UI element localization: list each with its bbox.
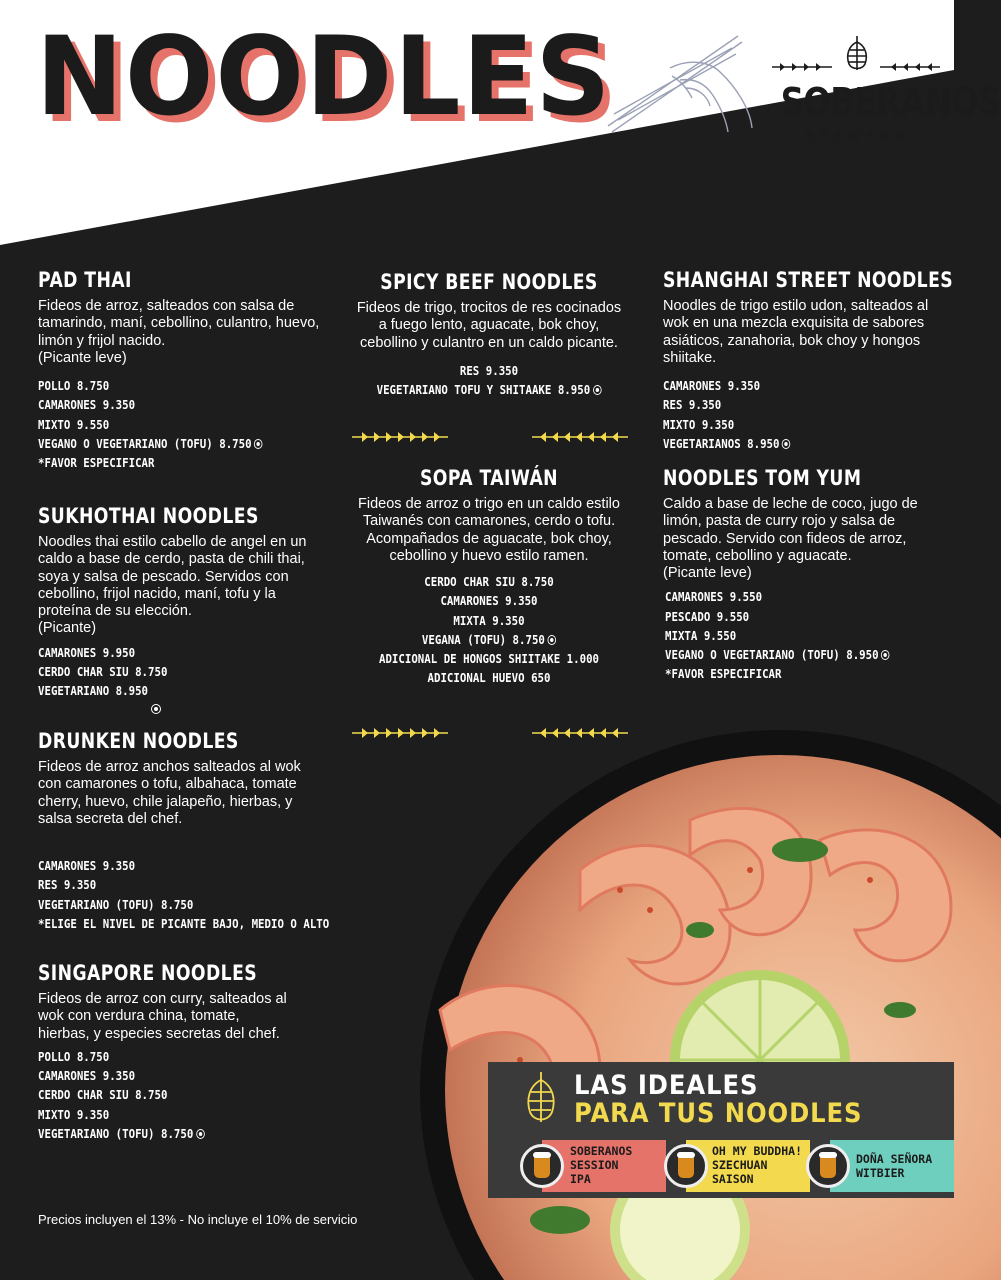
price-item-text: VEGETARIANO (TOFU) 8.750	[38, 1125, 194, 1141]
vegan-icon	[881, 650, 890, 660]
price-item: CAMARONES 9.350	[663, 378, 761, 394]
price-item-text: VEGETARIANO TOFU Y SHITAAKE 8.950	[376, 382, 591, 398]
price-list	[352, 572, 626, 687]
section-description: Fideos de trigo, trocitos de res cocinados a fuego lento, aguacate, bok choy, cebollino y culantro en un caldo picante.	[356, 300, 622, 351]
price-item: RES 9.350	[663, 397, 722, 413]
section-description: Fideos de arroz anchos salteados al wok con camarones o tofu, albahaca, tomate cherry, huevo, chile jalapeño, hierbas, y salsa secreta del chef.	[38, 759, 301, 827]
noodle-bowl-photo	[400, 760, 1000, 1280]
price-list	[38, 376, 328, 472]
section-singapore	[38, 961, 328, 1143]
price-item: PESCADO 9.550	[665, 608, 750, 624]
brand-name: SOBERANOS	[780, 80, 1001, 124]
vegan-icon	[593, 385, 602, 395]
pairing-title-line2: PARA TUS NOODLES	[574, 1098, 863, 1129]
section-title: SUKHOTHAI NOODLES	[38, 504, 259, 528]
price-item: CAMARONES 9.350	[38, 397, 136, 413]
beer-pairing-box	[488, 1062, 954, 1198]
price-list	[663, 376, 945, 453]
spice-note: (Picante leve)	[663, 565, 752, 582]
beer-name-line: OH MY BUDDHA!	[712, 1144, 803, 1158]
price-item: CAMARONES 9.950	[38, 644, 136, 660]
beer-glass-icon	[806, 1144, 850, 1188]
section-description: Noodles thai estilo cabello de angel en un caldo a base de cerdo, pasta de chili thai, soya y salsa de pescado. Servidos con cebollino, frijol nacido, maní, tofu y la proteína de su elección.	[38, 534, 307, 620]
price-item	[38, 434, 287, 453]
price-item-text: VEGANO O VEGETARIANO (TOFU) 8.950	[665, 647, 879, 663]
price-item: ADICIONAL HUEVO 650	[427, 670, 551, 686]
section-description: Fideos de arroz con curry, salteados al wok con verdura china, tomate, hierbas, y especies secretas del chef.	[38, 991, 287, 1042]
price-item	[38, 1124, 287, 1143]
section-description: Noodles de trigo estilo udon, salteados al wok en una mezcla exquisita de sabores asiáticos, zanahoria, bok choy y hongos shiitake.	[663, 298, 929, 366]
price-item: POLLO 8.750	[38, 378, 110, 394]
price-item-text: VEGETARIANOS 8.950	[663, 435, 780, 451]
section-title: SINGAPORE NOODLES	[38, 961, 258, 985]
beer-name-line: IPA	[570, 1172, 591, 1186]
price-item: VEGETARIANO (TOFU) 8.750	[38, 896, 194, 912]
price-list	[663, 587, 945, 683]
section-pad-thai	[38, 268, 328, 472]
beer-name	[570, 1144, 632, 1186]
beer-name-line: SESSION	[570, 1158, 619, 1172]
beer-name-line: WITBIER	[856, 1166, 905, 1180]
section-description: Caldo a base de leche de coco, jugo de limón, pasta de curry rojo y salsa de pescado. Servido con fideos de arroz, tomate, cebollino y aguacate.	[663, 496, 918, 564]
hop-icon	[840, 34, 874, 74]
section-title: DRUNKEN NOODLES	[38, 729, 239, 753]
price-list	[352, 361, 626, 399]
section-description: Fideos de arroz, salteados con salsa de tamarindo, maní, cebollino, culantro, huevo, limón y frijol nacido.	[38, 298, 320, 349]
section-title: NOODLES TOM YUM	[663, 466, 862, 490]
price-item: *ELIGE EL NIVEL DE PICANTE BAJO, MEDIO O ALTO	[38, 915, 330, 931]
price-item: MIXTO 9.350	[663, 416, 735, 432]
price-item: MIXTA 9.550	[665, 627, 737, 643]
price-item: MIXTA 9.350	[453, 612, 525, 628]
beer-glass-icon	[664, 1144, 708, 1188]
beer-name	[856, 1152, 932, 1180]
vegan-icon	[782, 439, 791, 449]
section-shanghai	[663, 268, 954, 453]
hop-icon	[522, 1070, 560, 1128]
wheat-divider-icon	[352, 726, 452, 740]
section-title: SPICY BEEF NOODLES	[380, 270, 598, 294]
spice-note: (Picante leve)	[38, 349, 127, 366]
section-drunken	[38, 729, 328, 933]
price-item: CAMARONES 9.350	[38, 1068, 136, 1084]
wheat-divider-icon	[528, 726, 628, 740]
price-item: *FAVOR ESPECIFICAR	[665, 666, 782, 682]
beer-name-line: SZECHUAN	[712, 1158, 768, 1172]
price-item: ADICIONAL DE HONGOS SHIITAKE 1.000	[378, 651, 600, 666]
section-spicy-beef	[352, 270, 626, 399]
price-item: CAMARONES 9.350	[38, 858, 136, 874]
price-list	[38, 643, 330, 719]
wheat-divider-icon	[352, 430, 452, 444]
price-item	[665, 645, 906, 664]
section-title: SOPA TAIWÁN	[419, 466, 559, 490]
brand-subtitle: BREWERS	[805, 130, 911, 142]
chopsticks-hand-illustration	[600, 28, 760, 138]
wheat-divider-icon	[528, 430, 628, 444]
beer-name-line: SAISON	[712, 1172, 754, 1186]
price-item: RES 9.350	[38, 877, 97, 893]
section-sukhothai	[38, 504, 330, 718]
beer-name	[712, 1144, 802, 1186]
vegan-icon	[254, 439, 263, 449]
page-title: NOODLES	[36, 11, 613, 141]
pairing-title-line1: LAS IDEALES	[574, 1070, 759, 1101]
price-item	[663, 434, 906, 453]
footer-note: Precios incluyen el 13% - No incluye el 10% de servicio	[38, 1212, 358, 1227]
section-title: SHANGHAI STREET NOODLES	[663, 268, 954, 292]
price-list	[38, 1047, 328, 1143]
price-item: CAMARONES 9.350	[440, 593, 538, 609]
vegan-icon	[151, 704, 161, 714]
price-item: CERDO CHAR SIU 8.750	[424, 574, 554, 590]
price-item: RES 9.350	[459, 362, 519, 378]
wheat-right-icon	[880, 62, 940, 72]
section-tom-yum	[663, 466, 945, 684]
price-item: *FAVOR ESPECIFICAR	[38, 455, 155, 470]
vegan-icon	[547, 635, 556, 645]
price-item: CERDO CHAR SIU 8.750	[38, 663, 168, 679]
price-item: MIXTO 9.550	[38, 416, 110, 432]
price-item-text: VEGANO O VEGETARIANO (TOFU) 8.750	[38, 435, 252, 451]
price-item: MIXTO 9.350	[38, 1106, 110, 1122]
price-list	[38, 856, 328, 933]
beer-name-line: SOBERANOS	[570, 1144, 633, 1158]
price-item: CERDO CHAR SIU 8.750	[38, 1087, 168, 1103]
wheat-left-icon	[772, 62, 832, 72]
section-sopa-taiwan	[352, 466, 626, 687]
price-item: VEGETARIANO 8.950	[38, 683, 149, 699]
beer-name-line: DOÑA SEÑORA	[856, 1152, 933, 1166]
section-description: Fideos de arroz o trigo en un caldo estilo Taiwanés con camarones, cerdo o tofu. Acompañados de aguacate, bok choy, cebollino y huevo estilo ramen.	[358, 496, 620, 564]
vegan-icon	[196, 1129, 205, 1139]
price-item: POLLO 8.750	[38, 1048, 110, 1064]
price-item: CAMARONES 9.550	[665, 589, 763, 605]
price-item-text: VEGANA (TOFU) 8.750	[421, 631, 545, 647]
spice-note: (Picante)	[38, 620, 97, 637]
price-item	[371, 380, 607, 399]
price-item	[371, 630, 607, 649]
section-title: PAD THAI	[38, 268, 132, 292]
beer-glass-icon	[520, 1144, 564, 1188]
